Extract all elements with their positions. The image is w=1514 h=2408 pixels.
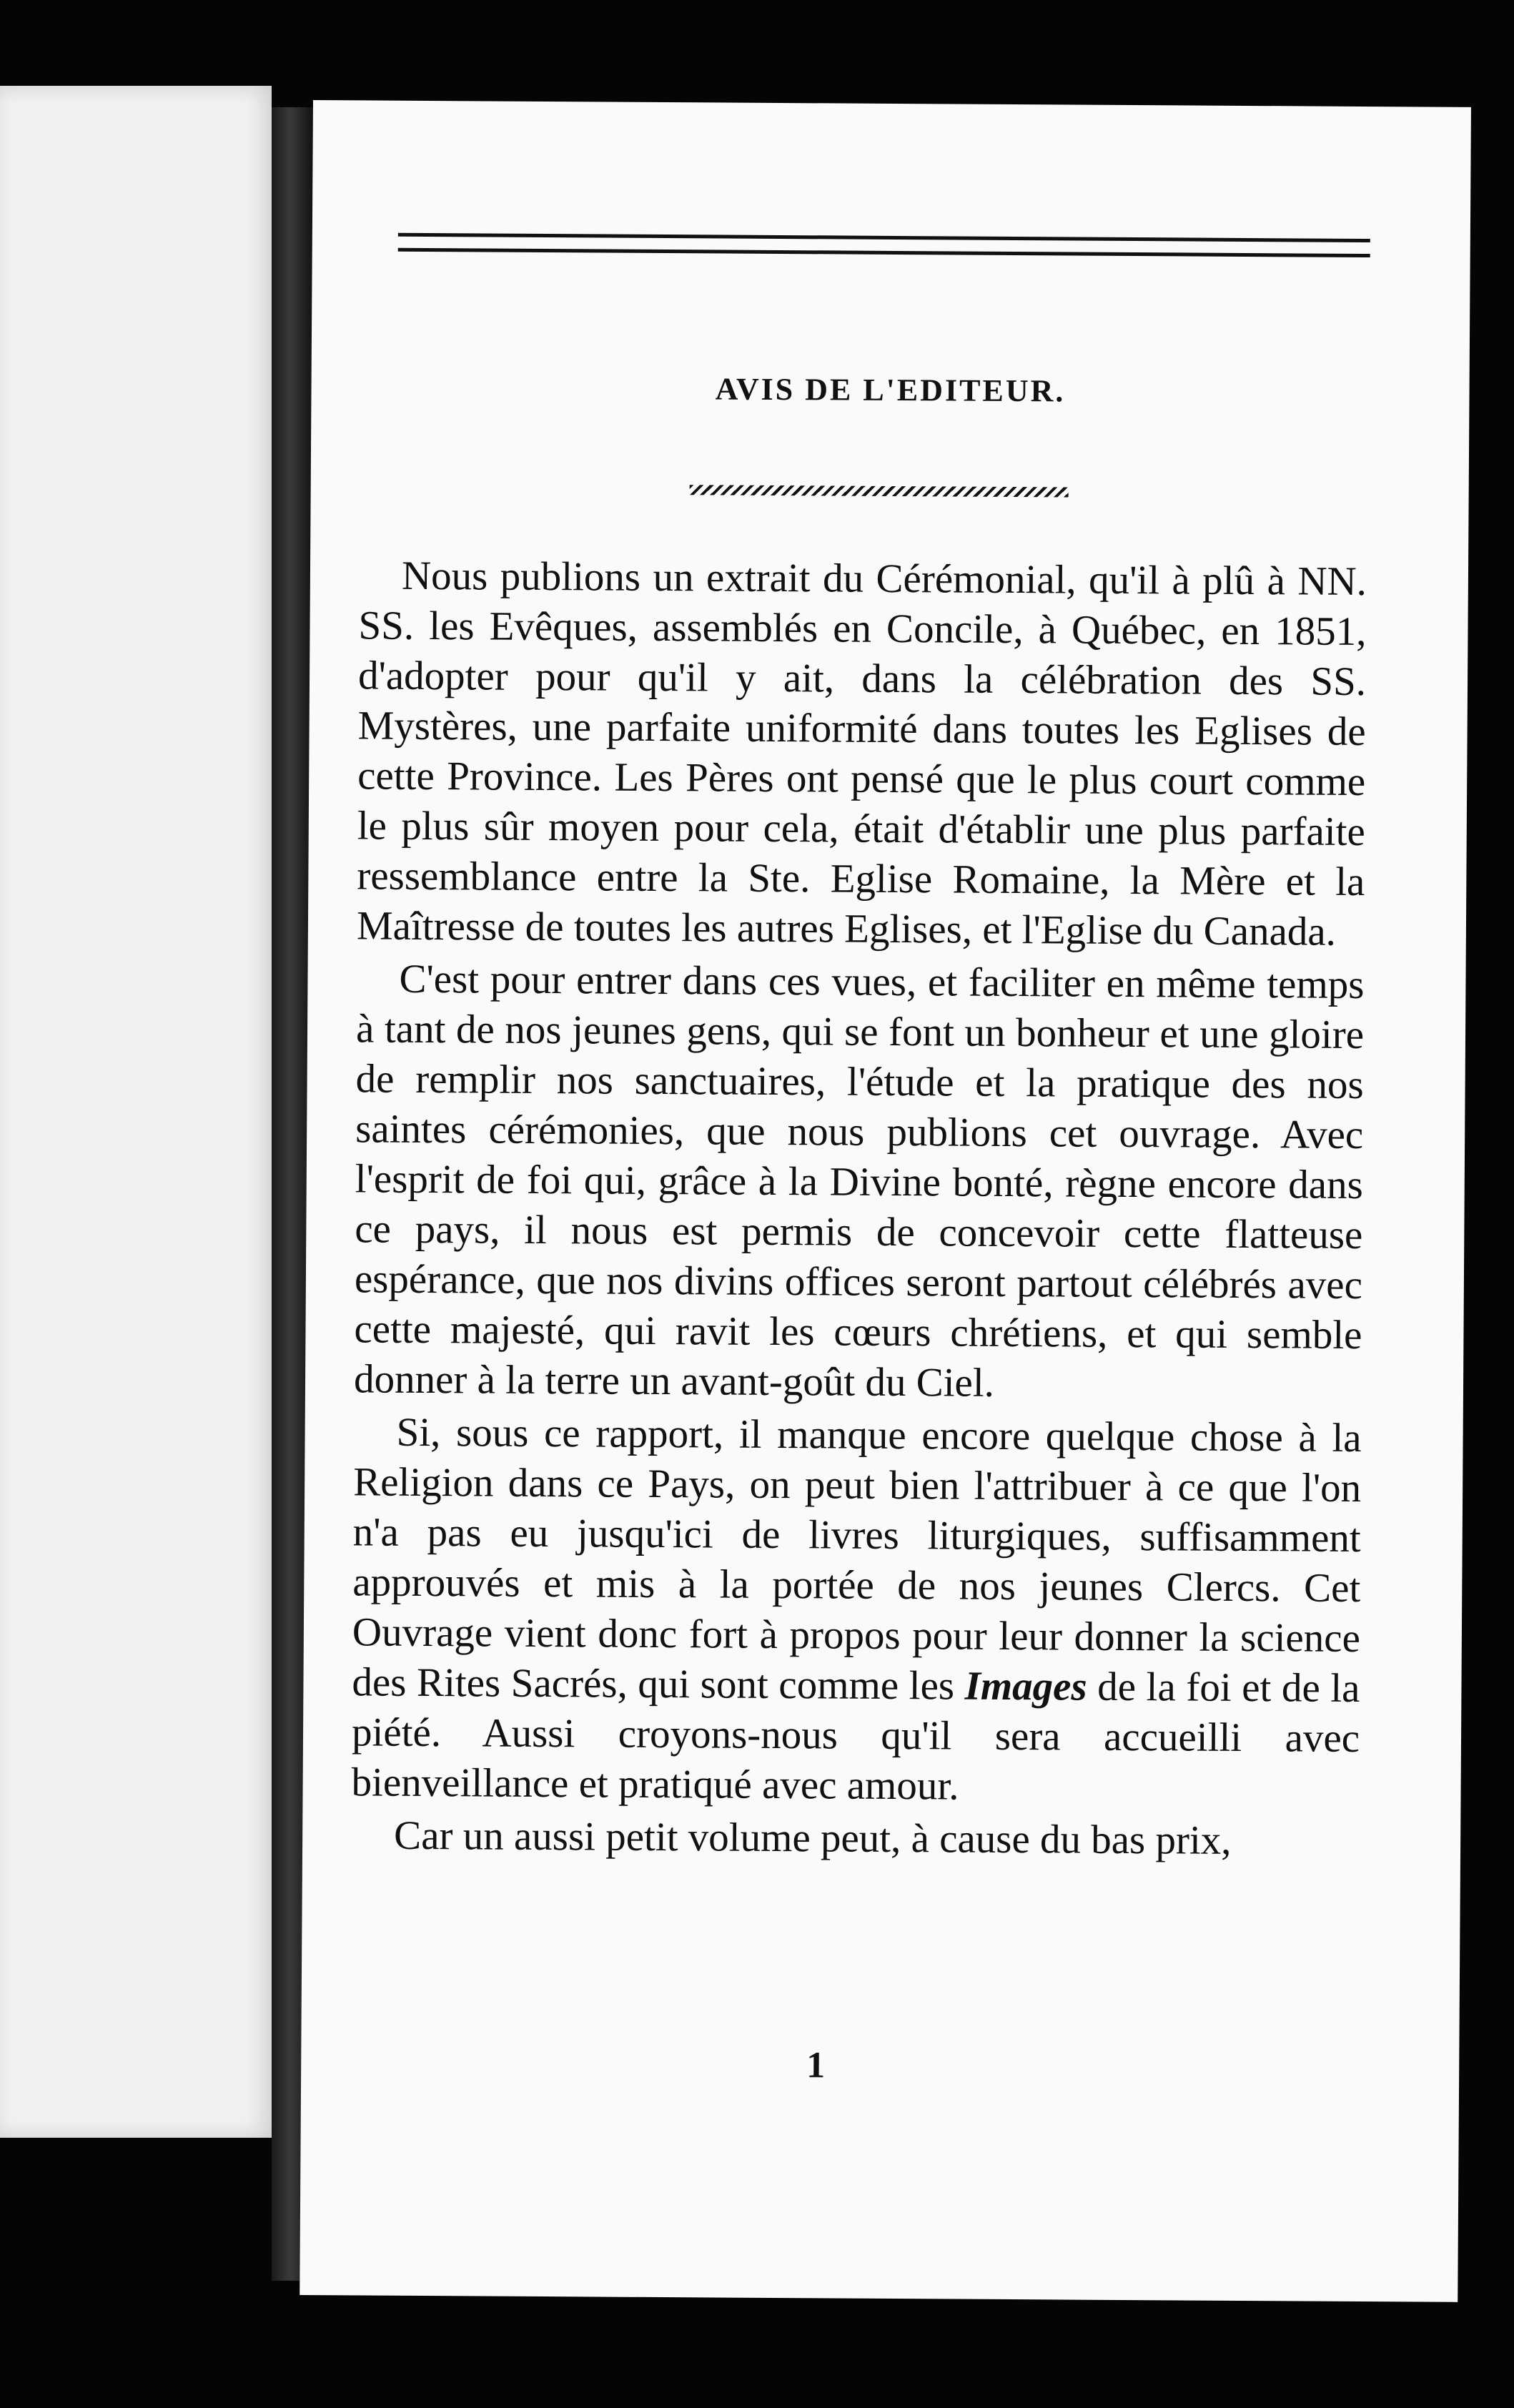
paragraph-3-emphasis: Images	[964, 1663, 1087, 1709]
body-text	[351, 551, 1367, 1867]
heading-ornament-rule	[690, 485, 1069, 497]
paragraph-2: C'est pour entrer dans ces vues, et faciliter en même temps à tant de nos jeunes gens, qui se font un bonheur et une gloire de remplir nos sanctuaires, l'étude et la pratique des nos saintes cérémonies, que nous publions cet ouvrage. Avec l'esprit de foi qui, grâce à la Divine bonté, règne encore dans ce pays, il nous est permis de concevoir cette flatteuse espérance, que nos divins offices seront partout célébrés avec cette majesté, qui ravit les cœurs chrétiens, et qui semble donner à la terre un avant-goût du Ciel.	[353, 956, 1365, 1406]
paragraph-1: Nous publions un extrait du Cérémonial, qu'il à plû à NN. SS. les Evêques, assemblés en Concile, à Québec, en 1851, d'adopter pour qu'il y ait, dans la célébration des SS. Mystères, une parfaite uniformité dans toutes les Eglises de cette Province. Les Pères ont pensé que le plus court comme le plus sûr moyen pour cela, était d'établir une plus parfaite ressemblance entre la Ste. Eglise Romaine, la Mère et la Maîtresse de toutes les autres Eglises, et l'Eglise du Canada.	[356, 553, 1367, 954]
document-page	[300, 100, 1471, 2302]
facing-page	[0, 86, 272, 2138]
paragraph-4: Car un aussi petit volume peut, à cause du bas prix,	[393, 1812, 1232, 1863]
paragraph-3	[351, 1407, 1361, 1814]
page-number: 1	[806, 2045, 826, 2086]
paragraph-3-text-b: de la foi et de la piété. Aussi croyons-nous qu'il sera accueilli avec bienveillance et pratiqué avec amour.	[351, 1664, 1360, 1809]
page-heading: AVIS DE L'EDITEUR.	[715, 371, 1066, 409]
header-double-rule	[398, 233, 1370, 257]
paragraph-3-text-a: Si, sous ce rapport, il manque encore quelque chose à la Religion dans ce Pays, on peut bien l'attribuer à ce que l'on n'a pas eu jusqu'ici de livres liturgiques, suffisamment approuvés et mis à la portée de nos jeunes Clercs. Cet Ouvrage vient donc fort à propos pour leur donner la science des Rites Sacrés, qui sont comme les	[352, 1409, 1362, 1709]
facing-page-bleed-through	[114, 86, 257, 2138]
